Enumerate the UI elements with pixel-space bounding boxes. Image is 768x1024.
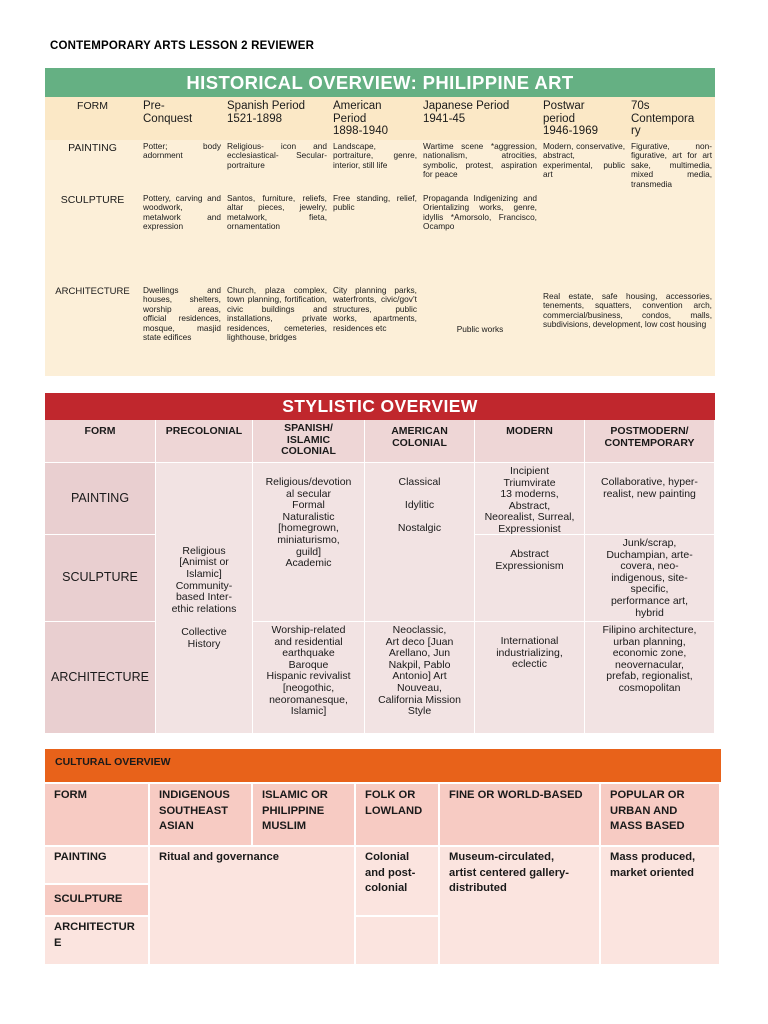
hist-cell: Church, plaza complex, town planning, fortification, civic buildings and installations, private residences, cemeteries, lighthouse, bridges: [224, 284, 330, 376]
styl-cell: Incipient Triumvirate 13 moderns, Abstract, Neorealist, Surreal, Expressionist: [475, 463, 585, 535]
cult-row-sculpture: SCULPTURE: [45, 885, 150, 917]
hist-cell: Figurative, non-figurative, art for art sake, multimedia, mixed media, transmedia: [628, 140, 715, 284]
cult-header-folk: FOLK OR LOWLAND: [356, 784, 440, 847]
cultural-overview-table: [45, 749, 721, 966]
hist-header-american: American Period 1898-1940: [330, 97, 420, 140]
styl-cell: Abstract Expressionism: [475, 535, 585, 622]
stylistic-grid: [45, 420, 715, 734]
hist-header-preconquest: Pre- Conquest: [140, 97, 224, 140]
hist-cell: Religious- icon and ecclesiastical- Secular- portraiture: [224, 140, 330, 192]
styl-cell: Filipino architecture, urban planning, economic zone, neovernacular, prefab, regionalist, cosmopolitan: [585, 622, 715, 734]
hist-cell: Modern, conservative, abstract, experimental, public art: [540, 140, 628, 192]
styl-header-form: FORM: [45, 420, 156, 463]
historical-overview-table: [45, 68, 715, 376]
cultural-overview-banner: CULTURAL OVERVIEW: [45, 749, 721, 782]
hist-header-spanish: Spanish Period 1521-1898: [224, 97, 330, 140]
hist-cell: Propaganda Indigenizing and Orientalizing works, genre, idyllis *Amorsolo, Francisco, Ocampo: [420, 192, 540, 284]
styl-header-precolonial: PRECOLONIAL: [156, 420, 253, 463]
hist-header-postwar: Postwar period 1946-1969: [540, 97, 628, 140]
cult-cell-empty: [356, 917, 440, 966]
hist-cell: Landscape, portraiture, genre, interior, still life: [330, 140, 420, 192]
styl-header-postmodern: POSTMODERN/ CONTEMPORARY: [585, 420, 715, 463]
cult-cell: Ritual and governance: [150, 847, 356, 966]
stylistic-overview-banner: STYLISTIC OVERVIEW: [45, 393, 715, 420]
hist-cell-empty: [540, 192, 628, 284]
hist-header-japanese: Japanese Period 1941-45: [420, 97, 540, 140]
styl-header-american: AMERICAN COLONIAL: [365, 420, 475, 463]
styl-cell: Collaborative, hyper- realist, new painting: [585, 463, 715, 535]
historical-grid: [45, 97, 715, 376]
stylistic-overview-table: [45, 393, 715, 734]
styl-cell: Neoclassic, Art deco [Juan Arellano, Jun Nakpil, Pablo Antonio] Art Nouveau, California Mission Style: [365, 622, 475, 734]
hist-row-painting: PAINTING: [45, 140, 140, 192]
styl-cell: Religious [Animist or Islamic] Community- based Inter- ethic relations Collective History: [156, 463, 253, 734]
cult-header-indigenous: INDIGENOUS SOUTHEAST ASIAN: [150, 784, 253, 847]
hist-cell: Potter; body adornment: [140, 140, 224, 192]
styl-header-spanish: SPANISH/ ISLAMIC COLONIAL: [253, 420, 365, 463]
hist-cell: Dwellings and houses, shelters, worship areas, official residences, mosque, masjid state edifices: [140, 284, 224, 376]
cult-header-popular: POPULAR OR URBAN AND MASS BASED: [601, 784, 721, 847]
cult-cell: Colonial and post- colonial: [356, 847, 440, 917]
hist-cell: Pottery, carving and woodwork, metalwork and expression: [140, 192, 224, 284]
hist-row-architecture: ARCHITECTURE: [45, 284, 140, 376]
historical-overview-banner: HISTORICAL OVERVIEW: PHILIPPINE ART: [45, 68, 715, 97]
hist-cell: Santos, furniture, reliefs, altar pieces, jewelry, metalwork, fieta, ornamentation: [224, 192, 330, 284]
document-title: CONTEMPORARY ARTS LESSON 2 REVIEWER: [50, 40, 315, 52]
styl-row-architecture: ARCHITECTURE: [45, 622, 156, 734]
cult-cell: Museum-circulated, artist centered gallery- distributed: [440, 847, 601, 966]
styl-row-sculpture: SCULPTURE: [45, 535, 156, 622]
hist-cell: City planning parks, waterfronts, civic/gov’t structures, public works, apartments, residences etc: [330, 284, 420, 376]
styl-cell: Classical Idylitic Nostalgic: [365, 463, 475, 622]
styl-cell: International industrializing, eclectic: [475, 622, 585, 734]
styl-cell: Worship-related and residential earthquake Baroque Hispanic revivalist [neogothic, neoromanesque, Islamic]: [253, 622, 365, 734]
styl-header-modern: MODERN: [475, 420, 585, 463]
cult-header-fine: FINE OR WORLD-BASED: [440, 784, 601, 847]
cult-header-form: FORM: [45, 784, 150, 847]
hist-cell: Free standing, relief, public: [330, 192, 420, 284]
hist-header-form: FORM: [45, 97, 140, 140]
cult-header-islamic: ISLAMIC OR PHILIPPINE MUSLIM: [253, 784, 356, 847]
hist-cell: Real estate, safe housing, accessories, tenements, squatters, convention arch, commercial/business, condos, malls, subdivisions, development, low cost housing: [540, 284, 715, 376]
cult-row-architecture: ARCHITECTUR E: [45, 917, 150, 966]
hist-cell: Wartime scene *aggression, nationalism, atrocities, symbolic, protest, aspiration for peace: [420, 140, 540, 192]
hist-row-sculpture: SCULPTURE: [45, 192, 140, 284]
cult-cell: Mass produced, market oriented: [601, 847, 721, 966]
styl-cell: Junk/scrap, Duchampian, arte- covera, neo- indigenous, site- specific, performance art, hybrid: [585, 535, 715, 622]
styl-cell: Religious/devotion al secular Formal Naturalistic [homegrown, miniaturismo, guild] Academic: [253, 463, 365, 622]
cultural-grid: [45, 784, 721, 966]
hist-header-contemporary: 70s Contempora ry: [628, 97, 715, 140]
hist-cell: Public works: [420, 284, 540, 376]
cult-row-painting: PAINTING: [45, 847, 150, 885]
styl-row-painting: PAINTING: [45, 463, 156, 535]
